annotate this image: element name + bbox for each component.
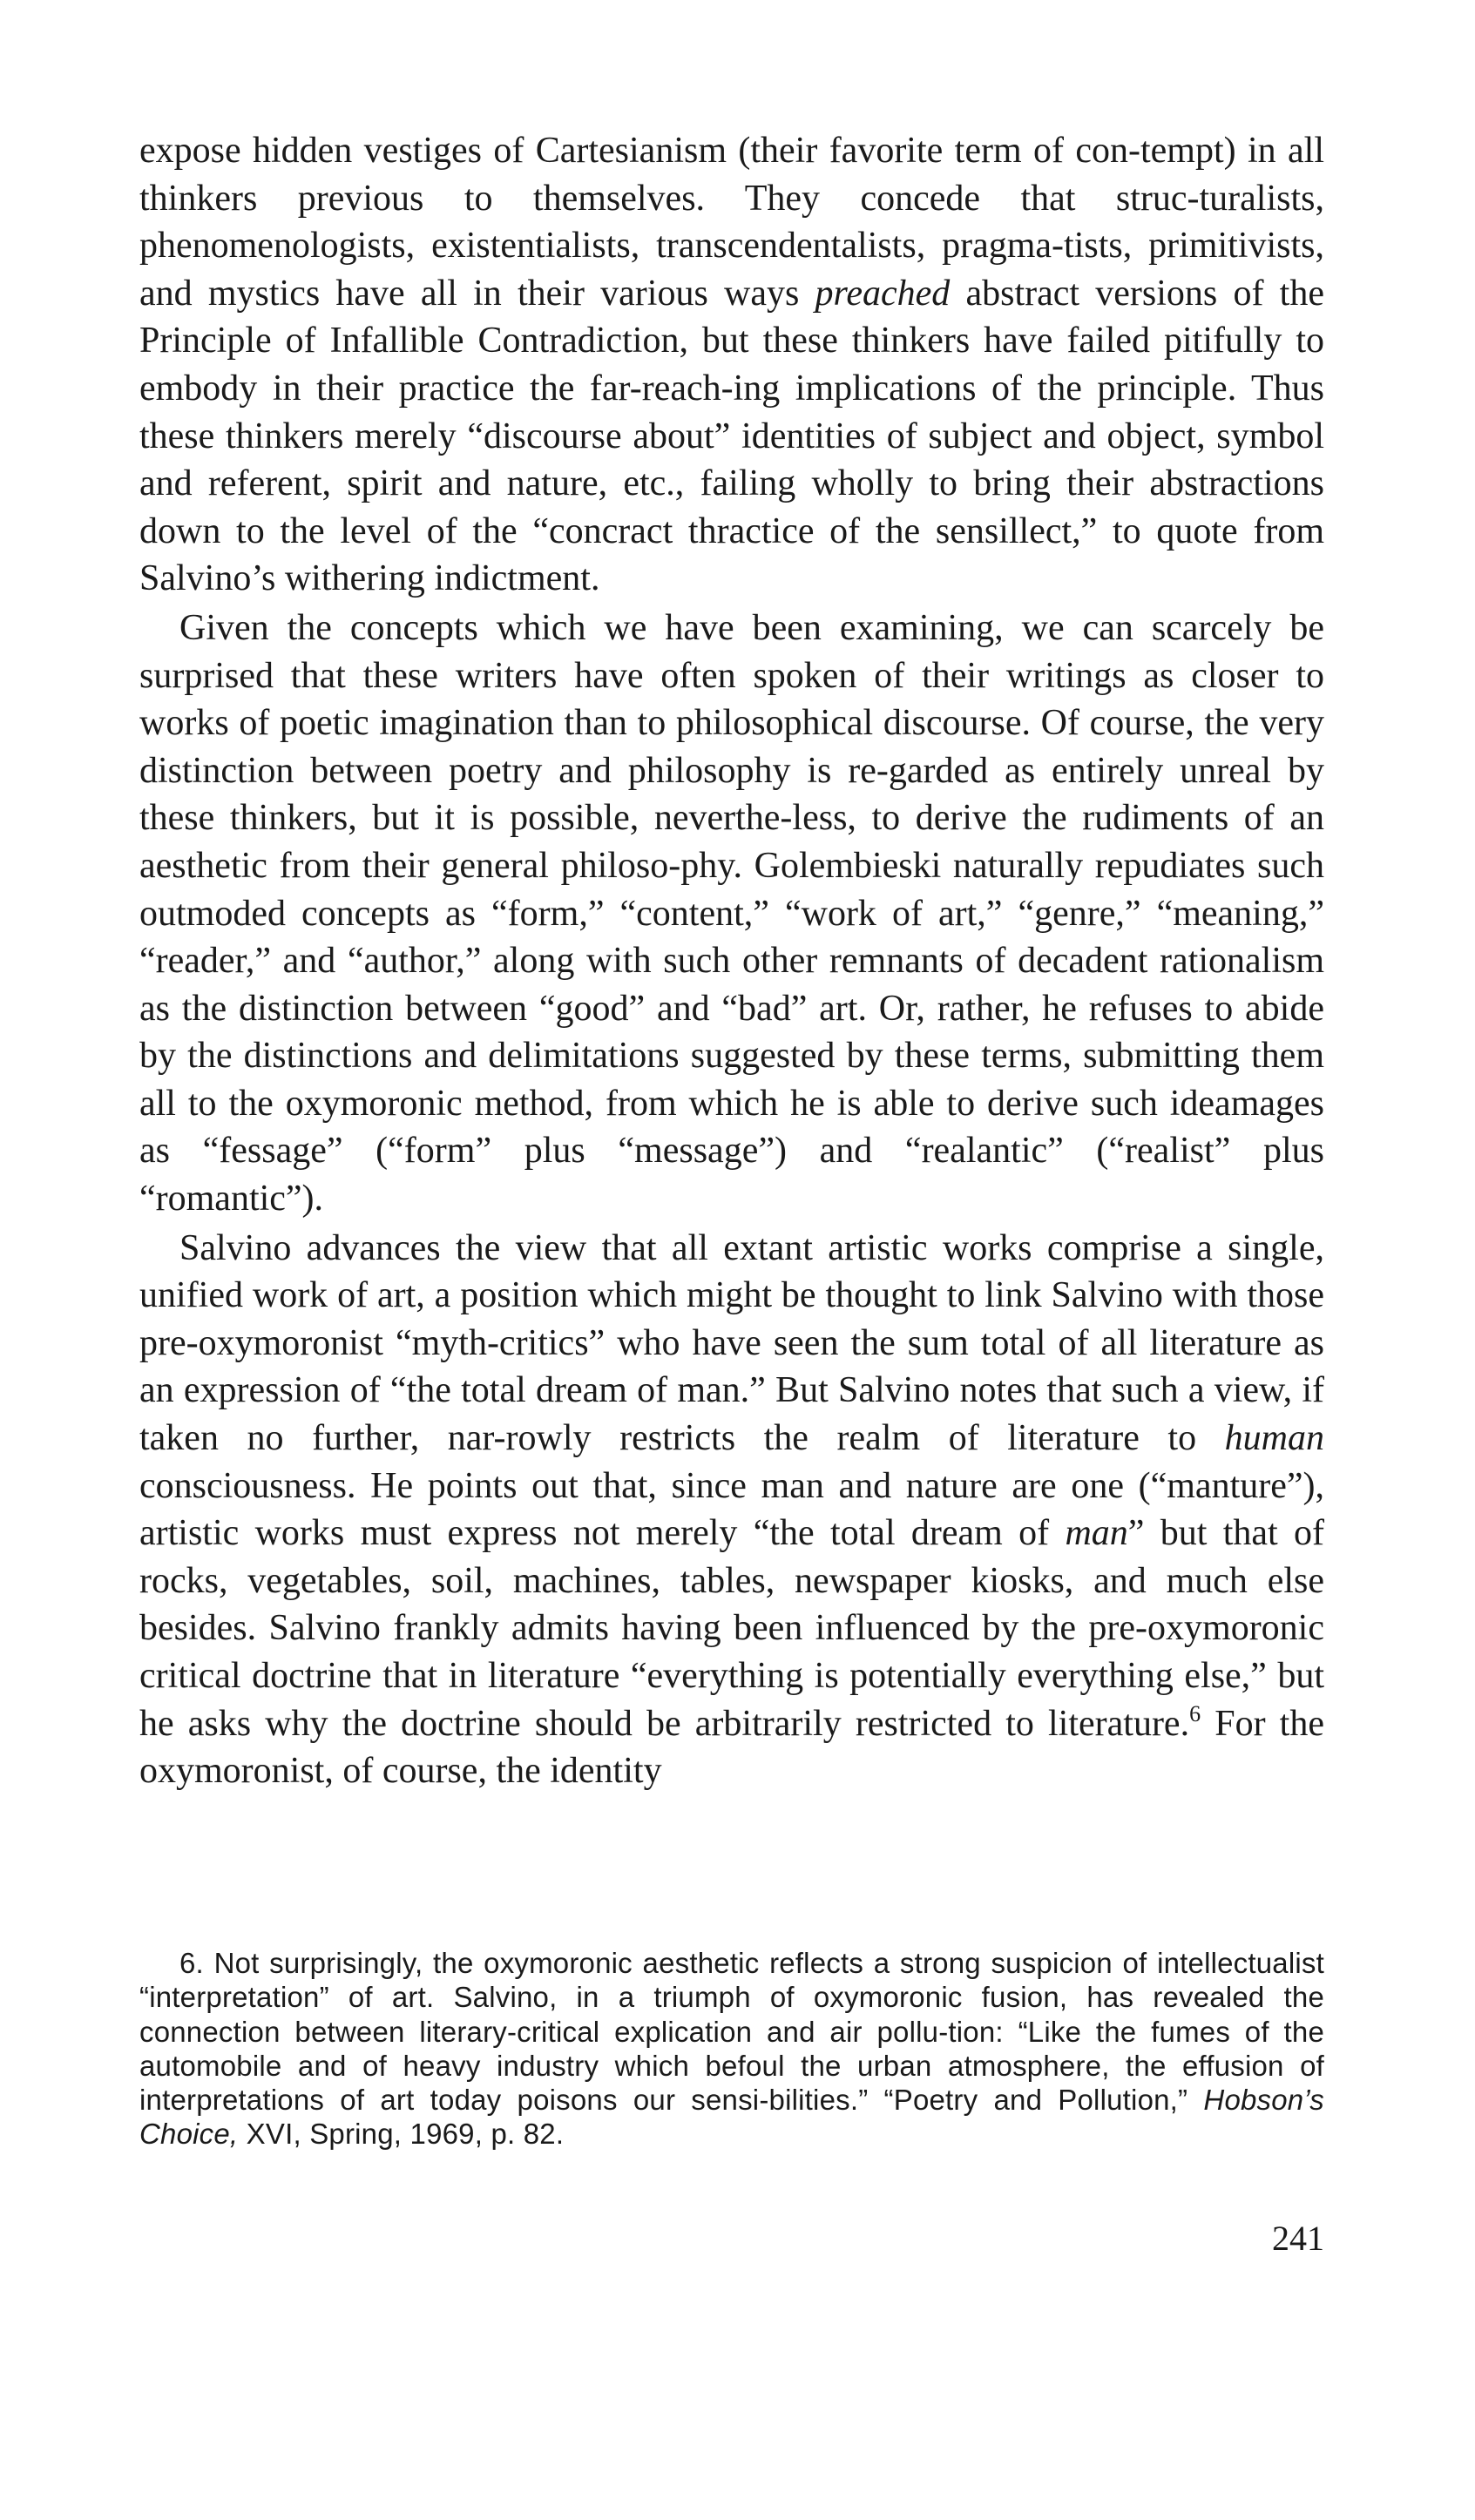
paragraph-3-text-middle: consciousness. He points out that, since man and nature are one (“manture”), artistic works must express not merely “the total dream of <box>139 1465 1324 1554</box>
paragraph-3-text: Salvino advances the view that all extant artistic works comprise a single, unified work of art, a position which might be thought to link Salvino with those pre-oxymoronist “myth-critics” who have seen the sum total of all literature as an expression of “the total dream of man.” But Salvino notes that such a view, if taken no further, nar-rowly restricts the realm of literature to <box>139 1227 1324 1459</box>
paragraph-2: Given the concepts which we have been examining, we can scarcely be surprised that these writers have often spoken of their writings as closer to works of poetic imagination than to philosophical discourse. Of course, the very distinction between poetry and philosophy is re-garded as entirely unreal by these thinkers, but it is possible, neverthe-less, to derive the rudiments of an aesthetic from their general philoso-phy. Golembieski naturally repudiates such outmoded concepts as “form,” “content,” “work of art,” “genre,” “meaning,” “reader,” and “author,” along with such other remnants of decadent rationalism as the distinction between “good” and “bad” art. Or, rather, he refuses to abide by the distinctions and delimitations suggested by these terms, submitting them all to the oxymoronic method, from which he is able to derive such ideamages as “fessage” (“form” plus “message”) and “realantic” (“realist” plus “romantic”). <box>139 607 1324 1219</box>
paragraph-3-emphasis-man: man <box>1065 1513 1128 1554</box>
footnote-marker: 6 <box>1189 1700 1201 1726</box>
footnote-citation-title: Hobson’s Choice, <box>139 2084 1324 2151</box>
main-text <box>139 127 1324 1795</box>
paragraph-1-emphasis: preached <box>815 273 951 314</box>
paragraph-3-text-late: ” but that of rocks, vegetables, soil, machines, tables, newspaper kiosks, and much else besides. Salvino frankly admits having been influenced by the pre-oxymoronic critical doctrine that in literature “everything is potentially everything else,” but he asks why the doctrine should be arbitrarily restricted to literature. <box>139 1513 1324 1744</box>
paragraph-1-text-end: abstract versions of the Principle of Infallible Contradiction, but these thinkers have failed pitifully to embody in their practice the far-reach-ing implications of the principle. Thus these thinkers merely “discourse about” identities of subject and object, symbol and referent, spirit and nature, etc., failing wholly to bring their abstractions down to the level of the “concract thractice of the sensillect,” to quote from Salvino’s withering indictment. <box>139 273 1324 599</box>
footnote-6 <box>139 1946 1324 2152</box>
page-number: 241 <box>1272 2219 1324 2258</box>
footnote <box>139 1946 1324 2152</box>
paragraph-3-emphasis-human: human <box>1224 1418 1324 1459</box>
paragraph-1-text: expose hidden vestiges of Cartesianism (their favorite term of con-tempt) in all thinkers previous to themselves. They concede that struc-turalists, phenomenologists, existentialists, transcendentalists, pragma-tists, primitivists, and mystics have all in their various ways <box>139 131 1324 314</box>
footnote-text: 6. Not surprisingly, the oxymoronic aesthetic reflects a strong suspicion of intellectualist “interpretation” of art. Salvino, in a triumph of oxymoronic fusion, has revealed the connection between literary-critical explication and air pollu-tion: “Like the fumes of the automobile and of heavy industry which befoul the urban atmosphere, the effusion of interpretations of art today poisons our sensi-bilities.” “Poetry and Pollution,” <box>139 1947 1324 2117</box>
paragraph-3 <box>139 1225 1324 1795</box>
paragraph-1 <box>139 127 1324 603</box>
paragraph-3-text-end: For the oxymoronist, of course, the identity <box>139 1703 1324 1792</box>
footnote-citation-details: XVI, Spring, 1969, p. 82. <box>238 2118 565 2151</box>
